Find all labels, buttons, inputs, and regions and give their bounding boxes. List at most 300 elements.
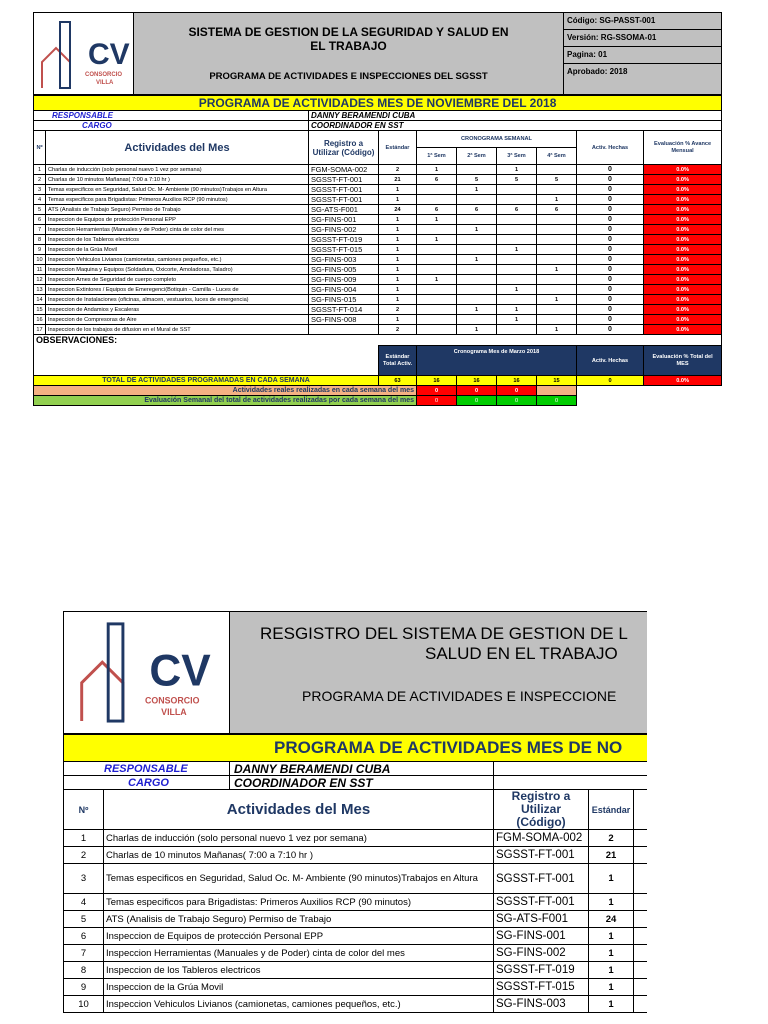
row-num: 4: [34, 195, 46, 205]
col-week3: 3ª Sem: [497, 148, 537, 165]
row-w2: 1: [457, 255, 497, 265]
meta-approved: Aprobado: 2018: [567, 67, 628, 76]
row-registro: SG-FINS-009: [309, 275, 379, 285]
meta-page: Pagina: 01: [564, 47, 721, 64]
row-num: 13: [34, 285, 46, 295]
spacer: [494, 762, 648, 776]
spacer: [634, 911, 648, 928]
row-w1: 6: [417, 175, 457, 185]
zrow-registro: SGSST-FT-001: [494, 894, 589, 911]
row-w2: [457, 165, 497, 175]
zoom-col-registro: Registro a Utilizar (Código): [494, 790, 589, 830]
table-row: [64, 996, 648, 1013]
row-w3: [497, 195, 537, 205]
row-eval: 0.0%: [644, 215, 722, 225]
row-done: 0: [577, 315, 644, 325]
row-w4: 1: [537, 295, 577, 305]
spacer: [634, 847, 648, 864]
spacer: [34, 346, 379, 376]
logo-sub1: CONSORCIO: [85, 71, 123, 78]
table-row: [34, 185, 722, 195]
row-activity: Inspeccion de Instalaciones (oficinas, almacen, vestuarios, luces de emergencia): [46, 295, 309, 305]
zrow-num: 6: [64, 928, 104, 945]
total-w4: 15: [537, 376, 577, 386]
row-w3: 6: [497, 205, 537, 215]
row-w4: 6: [537, 205, 577, 215]
zrow-registro: SG-ATS-F001: [494, 911, 589, 928]
zrow-registro: SGSST-FT-019: [494, 962, 589, 979]
row-estandar: 2: [379, 325, 417, 335]
zrow-registro: SGSST-FT-001: [494, 847, 589, 864]
row-w3: 1: [497, 315, 537, 325]
spacer: [634, 928, 648, 945]
zoom-cargo-label: CARGO: [128, 776, 169, 789]
zoom-title1b: SALUD EN EL TRABAJO: [425, 644, 618, 663]
row-w4: [537, 275, 577, 285]
row-eval: 0.0%: [644, 225, 722, 235]
row-estandar: 1: [379, 235, 417, 245]
row-w4: [537, 225, 577, 235]
table-row: [64, 847, 648, 864]
row-eval: 0.0%: [644, 275, 722, 285]
zoom-cargo-label-cell: [64, 776, 494, 790]
zrow-estandar: 1: [589, 945, 634, 962]
eval-w3: 0: [497, 396, 537, 406]
row-activity: Inspeccion Vehiculos Livianos (camionetas, camiones pequeños, etc.): [46, 255, 309, 265]
zoom-cargo-value: COORDINADOR EN SST: [229, 776, 373, 790]
zrow-registro: SG-FINS-002: [494, 945, 589, 962]
row-estandar: 1: [379, 195, 417, 205]
row-done: 0: [577, 275, 644, 285]
zrow-num: 3: [64, 864, 104, 894]
zoom-col-num: Nº: [64, 790, 104, 830]
table-row: [64, 979, 648, 996]
row-done: 0: [577, 305, 644, 315]
table-row: [64, 894, 648, 911]
row-estandar: 1: [379, 315, 417, 325]
row-w4: [537, 285, 577, 295]
row-eval: 0.0%: [644, 175, 722, 185]
row-done: 0: [577, 265, 644, 275]
zoom-col-activities: Actividades del Mes: [104, 790, 494, 830]
row-done: 0: [577, 325, 644, 335]
col-hechas: Activ. Hechas: [577, 131, 644, 165]
row-num: 6: [34, 215, 46, 225]
row-w1: 6: [417, 205, 457, 215]
zoom-col-estandar: Estándar: [589, 790, 634, 830]
zoom-logo-cell: [64, 612, 230, 734]
zoom-resp-value: DANNY BERAMENDI CUBA: [229, 762, 390, 776]
observaciones: OBSERVACIONES:: [34, 335, 722, 346]
doc-meta: [564, 13, 722, 95]
col-registro: Registro a Utilizar (Código): [309, 131, 379, 165]
zoom-logo-brand: CV: [149, 646, 211, 696]
row-w4: [537, 215, 577, 225]
row-w2: 1: [457, 305, 497, 315]
zoom-resp-label: RESPONSABLE: [104, 762, 188, 775]
row-num: 15: [34, 305, 46, 315]
table-row: [34, 275, 722, 285]
row-done: 0: [577, 285, 644, 295]
spacer: [634, 894, 648, 911]
spacer: [577, 386, 722, 396]
row-eval: 0.0%: [644, 245, 722, 255]
zoom-logo: [70, 618, 220, 724]
table-row: [64, 830, 648, 847]
row-w1: [417, 255, 457, 265]
row-eval: 0.0%: [644, 255, 722, 265]
row-activity: Inspeccion Extintores / Equipos de Emeregenci(Botiquin - Camilla - Luces de: [46, 285, 309, 295]
row-w4: [537, 315, 577, 325]
zoom-header: [63, 611, 647, 734]
row-num: 17: [34, 325, 46, 335]
responsable-value: DANNY BERAMENDI CUBA: [309, 111, 722, 121]
table-row: [34, 295, 722, 305]
row-activity: Temas especificos en Seguridad, Salud Oc. M- Ambiente (90 minutos)Trabajos en Altura: [46, 185, 309, 195]
row-estandar: 1: [379, 225, 417, 235]
row-w1: [417, 295, 457, 305]
zoom-resp-label-cell: [64, 762, 494, 776]
table-row: [64, 945, 648, 962]
row-estandar: 1: [379, 265, 417, 275]
spacer: [634, 962, 648, 979]
logo-cell: [34, 13, 134, 95]
row-activity: Inspeccion de los Tableros electricos: [46, 235, 309, 245]
row-w1: [417, 325, 457, 335]
spacer: [634, 979, 648, 996]
row-num: 16: [34, 315, 46, 325]
real-label: Actividades reales realizadas en cada semana del mes: [34, 386, 417, 396]
row-registro: SG-FINS-008: [309, 315, 379, 325]
row-w3: [497, 185, 537, 195]
row-w3: 1: [497, 165, 537, 175]
row-eval: 0.0%: [644, 205, 722, 215]
row-num: 14: [34, 295, 46, 305]
row-w4: [537, 255, 577, 265]
program-title: PROGRAMA DE ACTIVIDADES MES DE NOVIEMBRE DEL 2018: [34, 96, 722, 111]
row-num: 8: [34, 235, 46, 245]
logo-brand: CV: [88, 37, 130, 71]
eval-w4: 0: [537, 396, 577, 406]
row-eval: 0.0%: [644, 295, 722, 305]
total-eval: 0.0%: [644, 376, 722, 386]
table-row: [34, 245, 722, 255]
consorcio-villa-logo: [38, 18, 132, 90]
row-activity: Inspeccion Arnes de Seguridad de cuerpo completo: [46, 275, 309, 285]
row-w3: [497, 275, 537, 285]
zrow-activity: Inspeccion Herramientas (Manuales y de Poder) cinta de color del mes: [104, 945, 494, 962]
row-activity: Inspeccion de la Grúa Movil: [46, 245, 309, 255]
table-row: [34, 175, 722, 185]
table-row: [34, 255, 722, 265]
row-estandar: 1: [379, 185, 417, 195]
zrow-activity: ATS (Analisis de Trabajo Seguro) Permiso de Trabajo: [104, 911, 494, 928]
row-done: 0: [577, 195, 644, 205]
activity-rows: [34, 165, 722, 335]
table-row: [34, 215, 722, 225]
table-row: [34, 305, 722, 315]
eval-label: Evaluación Semanal del total de actividades realizadas por cada semana del mes: [34, 396, 417, 406]
row-w1: [417, 315, 457, 325]
zoom-rows: [64, 830, 648, 1013]
row-done: 0: [577, 225, 644, 235]
row-registro: FGM-SOMA-002: [309, 165, 379, 175]
real-w2: 0: [457, 386, 497, 396]
row-w3: 1: [497, 245, 537, 255]
row-w4: 1: [537, 265, 577, 275]
program-subtitle: PROGRAMA DE ACTIVIDADES E INSPECCIONES DEL SGSST: [209, 71, 488, 82]
zoom-table: [63, 734, 647, 1013]
row-estandar: 1: [379, 285, 417, 295]
spacer: [634, 996, 648, 1013]
row-activity: Charlas de inducción (solo personal nuevo 1 vez por semana): [46, 165, 309, 175]
zoom-logo-sub2: VILLA: [161, 707, 187, 718]
total-label: TOTAL DE ACTIVIDADES PROGRAMADAS EN CADA SEMANA: [34, 376, 379, 386]
row-done: 0: [577, 165, 644, 175]
row-w3: [497, 265, 537, 275]
row-eval: 0.0%: [644, 195, 722, 205]
zrow-activity: Inspeccion de Equipos de protección Personal EPP: [104, 928, 494, 945]
total-w1: 16: [417, 376, 457, 386]
row-w3: [497, 235, 537, 245]
spacer: [577, 396, 722, 406]
row-w2: 1: [457, 225, 497, 235]
row-num: 9: [34, 245, 46, 255]
row-w2: [457, 285, 497, 295]
zrow-num: 5: [64, 911, 104, 928]
row-estandar: 1: [379, 215, 417, 225]
spacer: [634, 864, 648, 894]
row-w1: [417, 225, 457, 235]
zrow-num: 10: [64, 996, 104, 1013]
row-w3: 1: [497, 285, 537, 295]
zrow-estandar: 24: [589, 911, 634, 928]
row-w1: [417, 195, 457, 205]
row-w3: [497, 225, 537, 235]
zrow-estandar: 1: [589, 864, 634, 894]
col-week1: 1ª Sem: [417, 148, 457, 165]
row-eval: 0.0%: [644, 185, 722, 195]
row-w4: 5: [537, 175, 577, 185]
title-cell: [134, 13, 564, 95]
zrow-activity: Inspeccion Vehiculos Livianos (camionetas, camiones pequeños, etc.): [104, 996, 494, 1013]
row-w1: 1: [417, 275, 457, 285]
activity-sheet: [33, 12, 721, 406]
row-w2: 6: [457, 205, 497, 215]
col-week2: 2ª Sem: [457, 148, 497, 165]
row-w4: [537, 235, 577, 245]
zrow-estandar: 1: [589, 928, 634, 945]
row-done: 0: [577, 215, 644, 225]
row-num: 10: [34, 255, 46, 265]
row-w2: [457, 195, 497, 205]
zrow-registro: SGSST-FT-001: [494, 864, 589, 894]
eval-w2: 0: [457, 396, 497, 406]
row-estandar: 1: [379, 295, 417, 305]
zrow-activity: Inspeccion de los Tableros electricos: [104, 962, 494, 979]
zoom-program-title: PROGRAMA DE ACTIVIDADES MES DE NO: [64, 735, 648, 762]
sum-done-head: Activ. Hechas: [577, 346, 644, 376]
row-w4: 1: [537, 325, 577, 335]
col-week4: 4ª Sem: [537, 148, 577, 165]
spacer: [634, 830, 648, 847]
row-registro: SGSST-FT-001: [309, 195, 379, 205]
spacer: [494, 776, 648, 790]
zrow-activity: Charlas de inducción (solo personal nuevo 1 vez por semana): [104, 830, 494, 847]
row-w2: [457, 245, 497, 255]
row-eval: 0.0%: [644, 305, 722, 315]
row-w1: [417, 185, 457, 195]
col-estandar: Estándar: [379, 131, 417, 165]
row-num: 7: [34, 225, 46, 235]
row-w2: [457, 295, 497, 305]
row-registro: SG-FINS-003: [309, 255, 379, 265]
row-w1: [417, 305, 457, 315]
row-estandar: 1: [379, 245, 417, 255]
row-activity: Charlas de 10 minutos Mañanas( 7:00 a 7:10 hr ): [46, 175, 309, 185]
zrow-num: 7: [64, 945, 104, 962]
total-w3: 16: [497, 376, 537, 386]
zrow-estandar: 1: [589, 996, 634, 1013]
row-activity: Temas especificos para Brigadistas: Primeros Auxilios RCP (90 minutos): [46, 195, 309, 205]
row-registro: SGSST-FT-001: [309, 175, 379, 185]
eval-w1: 0: [417, 396, 457, 406]
activity-table: [33, 95, 722, 406]
sum-eval-head: Evaluación % Total del MES: [644, 346, 722, 376]
row-w2: [457, 315, 497, 325]
col-evaluacion: Evaluación % Avance Mensual: [644, 131, 722, 165]
zrow-activity: Charlas de 10 minutos Mañanas( 7:00 a 7:10 hr ): [104, 847, 494, 864]
zrow-num: 1: [64, 830, 104, 847]
col-activities: Actividades del Mes: [46, 131, 309, 165]
cargo-label: CARGO: [34, 121, 309, 131]
row-registro: SG-FINS-001: [309, 215, 379, 225]
row-registro: SGSST-FT-015: [309, 245, 379, 255]
total-done: 0: [577, 376, 644, 386]
table-row: [34, 325, 722, 335]
row-w2: 1: [457, 325, 497, 335]
row-num: 1: [34, 165, 46, 175]
row-activity: Inspeccion de Equipos de protección Personal EPP: [46, 215, 309, 225]
zoom-title2: PROGRAMA DE ACTIVIDADES E INSPECCIONE: [302, 688, 617, 704]
row-activity: Inspeccion de los trabajos de difusion en el Mural de SST: [46, 325, 309, 335]
table-row: [34, 195, 722, 205]
table-row: [34, 205, 722, 215]
row-done: 0: [577, 175, 644, 185]
row-w4: [537, 165, 577, 175]
row-activity: Inspeccion de Compresoras de Aire: [46, 315, 309, 325]
row-done: 0: [577, 295, 644, 305]
table-row: [34, 235, 722, 245]
zrow-activity: Temas especificos para Brigadistas: Primeros Auxilios RCP (90 minutos): [104, 894, 494, 911]
row-registro: SG-FINS-004: [309, 285, 379, 295]
zoom-title1a: RESGISTRO DEL SISTEMA DE GESTION DE L: [260, 624, 628, 643]
row-activity: ATS (Analisis de Trabajo Seguro) Permiso de Trabajo: [46, 205, 309, 215]
total-std: 63: [379, 376, 417, 386]
row-registro: SG-FINS-005: [309, 265, 379, 275]
table-row: [64, 962, 648, 979]
zoom-title-cell: [230, 612, 648, 734]
row-eval: 0.0%: [644, 325, 722, 335]
row-registro: [309, 325, 379, 335]
logo-sub2: VILLA: [96, 79, 114, 86]
zrow-num: 4: [64, 894, 104, 911]
table-row: [64, 928, 648, 945]
table-row: [64, 864, 648, 894]
table-row: [34, 225, 722, 235]
col-cronograma: CRONOGRAMA SEMANAL: [417, 131, 577, 148]
row-registro: SGSST-FT-014: [309, 305, 379, 315]
row-estandar: 2: [379, 305, 417, 315]
row-activity: Inspeccion de Andamios y Escaleras: [46, 305, 309, 315]
row-eval: 0.0%: [644, 315, 722, 325]
zrow-estandar: 1: [589, 979, 634, 996]
row-w1: 1: [417, 165, 457, 175]
sheet-header: [33, 12, 722, 95]
zrow-registro: FGM-SOMA-002: [494, 830, 589, 847]
cargo-value: COORDINADOR EN SST: [309, 121, 722, 131]
row-num: 3: [34, 185, 46, 195]
zrow-num: 2: [64, 847, 104, 864]
row-num: 12: [34, 275, 46, 285]
row-estandar: 1: [379, 255, 417, 265]
zoomed-sheet: [63, 611, 647, 1024]
row-done: 0: [577, 185, 644, 195]
row-estandar: 1: [379, 275, 417, 285]
row-w2: 5: [457, 175, 497, 185]
row-done: 0: [577, 205, 644, 215]
zrow-activity: Inspeccion de la Grúa Movil: [104, 979, 494, 996]
row-num: 2: [34, 175, 46, 185]
row-w3: [497, 215, 537, 225]
spacer: [634, 945, 648, 962]
row-estandar: 2: [379, 165, 417, 175]
row-done: 0: [577, 255, 644, 265]
zrow-num: 8: [64, 962, 104, 979]
row-num: 5: [34, 205, 46, 215]
row-estandar: 21: [379, 175, 417, 185]
zrow-estandar: 21: [589, 847, 634, 864]
zoom-logo-sub1: CONSORCIO: [145, 695, 200, 706]
table-row: [34, 265, 722, 275]
real-w3: 0: [497, 386, 537, 396]
row-w2: [457, 235, 497, 245]
table-row: [34, 315, 722, 325]
row-num: 11: [34, 265, 46, 275]
col-num: Nº: [34, 131, 46, 165]
total-w2: 16: [457, 376, 497, 386]
row-registro: SG-FINS-002: [309, 225, 379, 235]
sum-crono-head: Cronograma Mes de Marzo 2018: [417, 346, 577, 376]
row-registro: SG-ATS-F001: [309, 205, 379, 215]
row-w3: 5: [497, 175, 537, 185]
row-registro: SG-FINS-015: [309, 295, 379, 305]
row-w2: [457, 215, 497, 225]
table-row: [34, 285, 722, 295]
row-done: 0: [577, 235, 644, 245]
row-eval: 0.0%: [644, 235, 722, 245]
row-w3: 1: [497, 305, 537, 315]
sum-std-head: Estándar Total Activ.: [379, 346, 417, 376]
row-w4: [537, 185, 577, 195]
meta-code: Código: SG-PASST-001: [564, 13, 721, 30]
row-w3: [497, 295, 537, 305]
system-title: SISTEMA DE GESTION DE LA SEGURIDAD Y SALUD EN EL TRABAJO: [188, 25, 509, 53]
zrow-num: 9: [64, 979, 104, 996]
responsable-label: RESPONSABLE: [34, 111, 309, 121]
row-w3: [497, 325, 537, 335]
zrow-estandar: 1: [589, 962, 634, 979]
